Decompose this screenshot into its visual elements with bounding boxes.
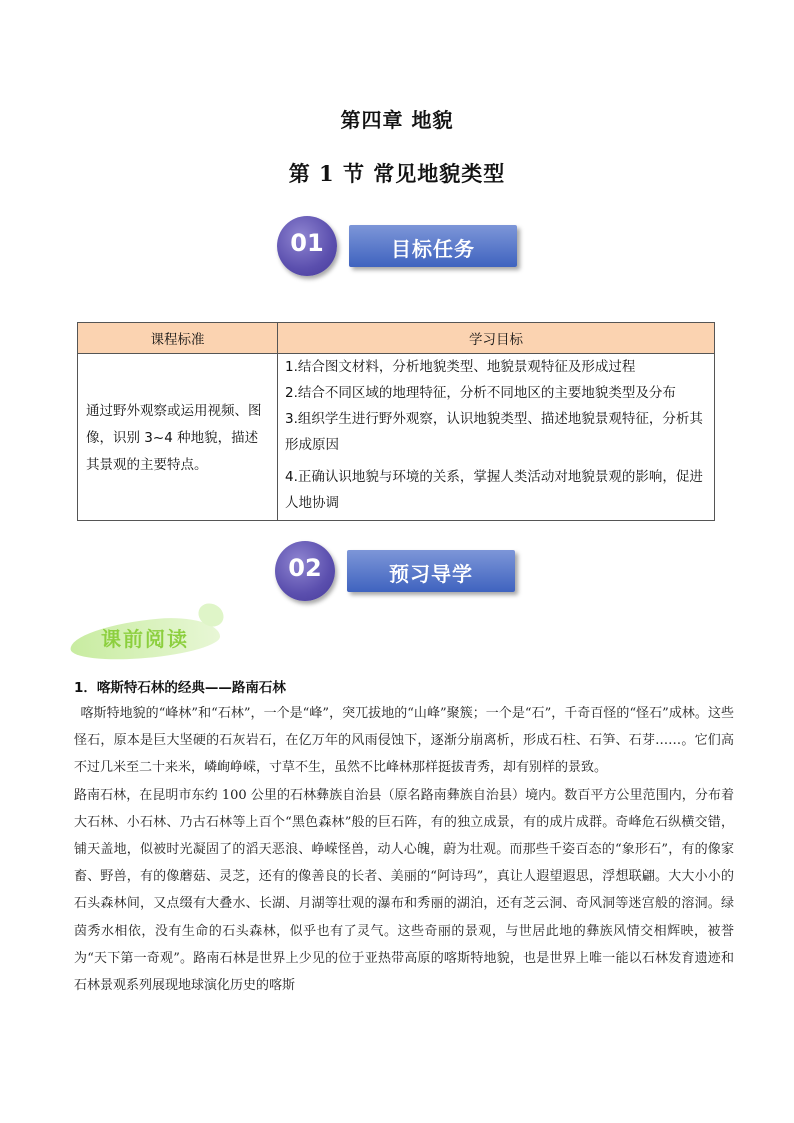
table-header-standard: 课程标准 <box>78 323 278 354</box>
article-heading: 1．喀斯特石林的经典——路南石林 <box>74 680 286 696</box>
article-paragraph: 路南石林，在昆明市东约 100 公里的石林彝族自治县（原名路南彝族自治县）境内。数百平方公里范围内，分布着大石林、小石林、乃古石林等上百个“黑色森林”般的巨石阵，有的独立成景，有的成片成群。奇峰危石纵横交错，铺天盖地，似被时光凝固了的滔天恶浪、峥嵘怪兽，动人心魄，蔚为壮观。而那些千姿百态的“象形石”，有的像家畜、野兽，有的像蘑菇、灵芝，还有的像善良的长者、美丽的“阿诗玛”，真让人遐望遐思，浮想联翩。大大小小的石头森林间，又点缀有大叠水、长湖、月湖等壮观的瀑布和秀丽的湖泊，还有芝云洞、奇风洞等迷宫般的溶洞。绿茵秀水相依，没有生命的石头森林，似乎也有了灵气。这些奇丽的景观，与世居此地的彝族风情交相辉映，被誉为“天下第一奇观”。路南石林是世界上少见的位于亚热带高原的喀斯特地貌，也是世界上唯一能以石林发育遗迹和石林景观系列展现地球演化历史的喀斯 <box>74 787 734 994</box>
section-title: 第 1 节 常见地貌类型 <box>288 161 506 186</box>
article-body <box>74 700 734 999</box>
course-standard-cell: 通过野外观察或运用视频、图像，识别 3~4 种地貌，描述其景观的主要特点。 <box>78 354 278 521</box>
badge-label: 目标任务 <box>391 237 475 261</box>
objectives-cell <box>278 354 715 521</box>
section-badge-preview <box>275 541 520 601</box>
chapter-title: 第四章 地貌 <box>340 108 454 132</box>
badge-number: 01 <box>290 229 324 257</box>
table-header-objectives: 学习目标 <box>278 323 715 354</box>
badge-banner <box>347 550 515 592</box>
objective-item: 1.结合图文材料，分析地貌类型、地貌景观特征及形成过程 <box>285 359 636 375</box>
goals-table <box>77 322 715 521</box>
article-paragraph: 喀斯特地貌的“峰林”和“石林”，一个是“峰”，突兀拔地的“山峰”聚簇；一个是“石”，千奇百怪的“怪石”成林。这些怪石，原本是巨大坚硬的石灰岩石，在亿万年的风雨侵蚀下，逐渐分崩离析，形成石柱、石笋、石芽……。它们高不过几米至二十来米，嶙峋峥嵘，寸草不生，虽然不比峰林那样挺拔青秀，却有别样的景致。 <box>74 706 734 776</box>
reading-label <box>70 604 230 662</box>
badge-label: 预习导学 <box>389 562 473 586</box>
section-badge-goals <box>277 216 522 276</box>
objective-item: 2.结合不同区域的地理特征，分析不同地区的主要地貌类型及分布 <box>285 385 676 401</box>
reading-label-text: 课前阅读 <box>101 627 189 651</box>
objective-item: 4.正确认识地貌与环境的关系，掌握人类活动对地貌景观的影响，促进人地协调 <box>285 469 703 511</box>
objective-item: 3.组织学生进行野外观察，认识地貌类型、描述地貌景观特征，分析其形成原因 <box>285 411 703 453</box>
badge-banner <box>349 225 517 267</box>
badge-number: 02 <box>288 554 322 582</box>
